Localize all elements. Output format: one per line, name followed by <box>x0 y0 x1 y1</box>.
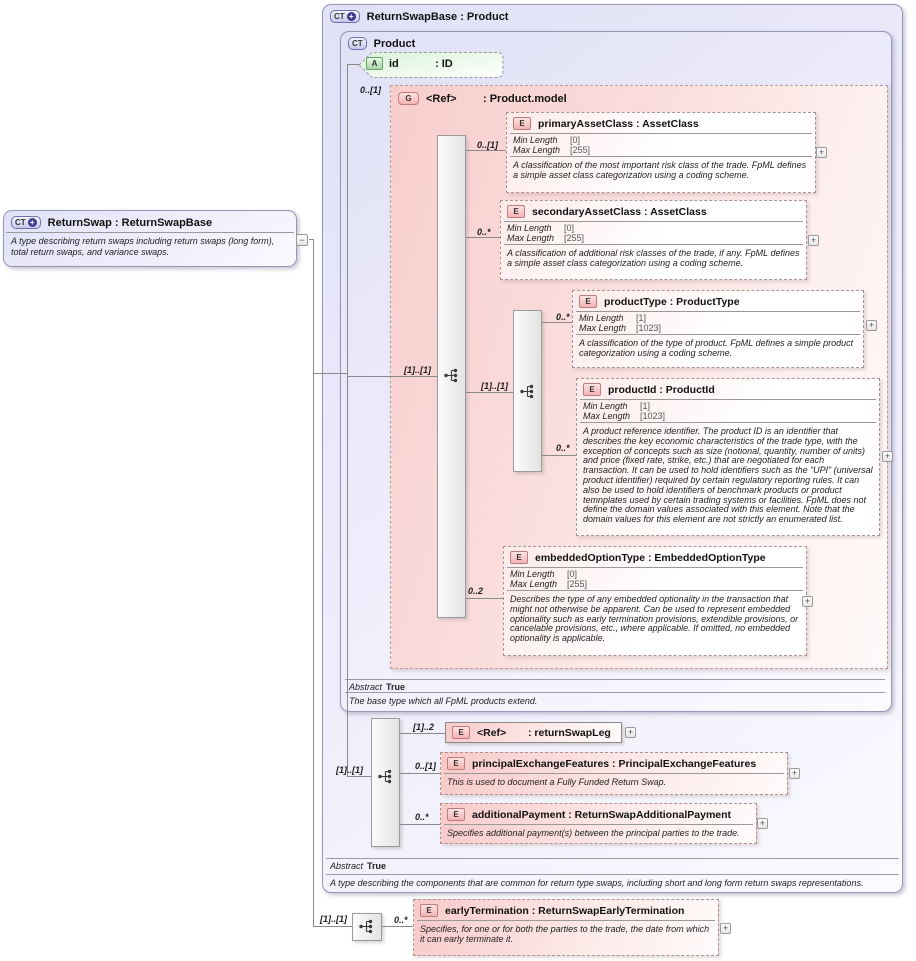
connector-line <box>466 237 502 238</box>
divider <box>345 679 885 680</box>
element-title: productType : ProductType <box>604 295 740 308</box>
facet-value: [1] <box>640 401 651 411</box>
divider <box>510 156 812 157</box>
id-attribute <box>366 57 453 70</box>
element-productType[interactable] <box>572 290 864 368</box>
facet-label: Min Length <box>583 401 628 411</box>
divider <box>576 311 860 312</box>
facet-value: [0] <box>564 223 575 233</box>
element-principalExchangeFeatures[interactable] <box>440 752 788 795</box>
expand-icon[interactable]: + <box>816 147 827 158</box>
sequence-icon <box>443 367 460 384</box>
connector-line <box>348 64 359 65</box>
facet-label: Max Length <box>507 233 555 243</box>
cardinality-label: 0..* <box>415 812 429 822</box>
derived-plus-icon: + <box>28 218 37 227</box>
element-type: : returnSwapLeg <box>528 726 611 739</box>
facet-label: Min Length <box>510 569 555 579</box>
connector-line <box>542 455 576 456</box>
connector-line <box>400 733 445 734</box>
complex-type-icon: CT + <box>330 10 360 23</box>
sequence-icon <box>358 918 375 935</box>
facet-value: [1023] <box>636 323 662 333</box>
connector-line <box>382 926 413 927</box>
element-icon: E <box>452 726 470 739</box>
connector-line <box>400 773 440 774</box>
expand-icon[interactable]: + <box>802 596 813 607</box>
attribute-type: : ID <box>435 57 453 70</box>
group-name: <Ref> <box>426 92 457 105</box>
element-productId[interactable] <box>576 378 880 536</box>
connector-line <box>314 926 352 927</box>
element-primaryAssetClass[interactable] <box>506 112 816 193</box>
connector-line <box>400 824 440 825</box>
attribute-name: id <box>389 57 399 70</box>
cardinality-label: [1]..[1] <box>404 365 431 375</box>
element-icon: E <box>513 117 531 130</box>
divider <box>510 133 812 134</box>
element-icon: E <box>507 205 525 218</box>
abstract-label: Abstract <box>330 861 364 871</box>
element-description: Specifies, for one or for both the parties to the trade, the date from which it can early terminate it. <box>420 924 710 944</box>
cardinality-label: [1]..[1] <box>320 914 347 924</box>
facet-value: [1] <box>636 313 647 323</box>
element-description: A classification of the most important risk class of the trade. FpML defines a simple asset class categorization using a coding scheme. <box>513 160 807 180</box>
product-description: The base type which all FpML products extend. <box>349 696 538 706</box>
complex-type-icon: CT <box>348 37 367 50</box>
connector-line <box>466 392 513 393</box>
cardinality-label: 0..* <box>394 915 408 925</box>
facet-label: Max Length <box>513 145 561 155</box>
connector-line <box>542 322 572 323</box>
cardinality-label: [1]..[1] <box>481 381 508 391</box>
attribute-icon: A <box>366 57 383 70</box>
returnswap-title: ReturnSwap : ReturnSwapBase <box>47 216 213 229</box>
sequence-icon <box>377 768 394 785</box>
cardinality-label: 0..[1] <box>477 140 499 150</box>
element-title: embeddedOptionType : EmbeddedOptionType <box>535 551 766 564</box>
element-icon: E <box>420 904 438 917</box>
element-secondaryAssetClass[interactable] <box>500 200 807 280</box>
divider <box>504 221 803 222</box>
abstract-label: Abstract <box>349 682 383 692</box>
element-description: This is used to document a Fully Funded Return Swap. <box>447 777 667 787</box>
element-icon: E <box>583 383 601 396</box>
cardinality-label: 0..* <box>556 312 570 322</box>
divider <box>326 858 899 859</box>
element-title: earlyTermination : ReturnSwapEarlyTermination <box>445 904 685 917</box>
divider <box>507 567 803 568</box>
returnswapbase-description: A type describing the components that are common for return type swaps, including short and long form return swaps representations. <box>330 878 864 888</box>
facet-label: Min Length <box>513 135 558 145</box>
element-earlyTermination[interactable] <box>413 899 719 956</box>
expand-icon[interactable]: + <box>625 727 636 738</box>
product-title: Product <box>373 37 416 50</box>
expand-icon[interactable]: + <box>757 818 768 829</box>
complex-type-icon: CT + <box>11 216 41 229</box>
cardinality-label: 0..2 <box>468 586 484 596</box>
element-title: additionalPayment : ReturnSwapAdditionalPayment <box>472 808 732 821</box>
element-icon: E <box>510 551 528 564</box>
cardinality-label: 0..* <box>556 443 570 453</box>
divider <box>326 874 899 875</box>
facet-value: [255] <box>567 579 588 589</box>
collapse-icon[interactable]: − <box>296 234 308 246</box>
connector-line <box>314 373 347 374</box>
abstract-value: True <box>367 861 387 871</box>
returnswap-complextype-box[interactable] <box>3 210 297 267</box>
expand-icon[interactable]: + <box>789 768 800 779</box>
divider <box>444 773 784 774</box>
facet-label: Max Length <box>579 323 627 333</box>
returnswap-description: A type describing return swaps including return swaps (long form), total return swaps, and variance swaps. <box>11 236 275 257</box>
divider <box>504 244 803 245</box>
facet-value: [0] <box>567 569 578 579</box>
element-embeddedOptionType[interactable] <box>503 546 807 656</box>
element-description: A classification of the type of product. FpML defines a simple product categorization using a coding scheme. <box>579 338 854 358</box>
divider <box>580 422 876 423</box>
connector-line <box>348 376 437 377</box>
divider <box>507 590 803 591</box>
divider <box>580 399 876 400</box>
expand-icon[interactable]: + <box>720 923 731 934</box>
cardinality-label: 0..[1] <box>415 761 437 771</box>
group-icon: G <box>398 92 419 105</box>
sequence-icon <box>519 383 536 400</box>
element-description: A product reference identifier. The product ID is an identifier that describes the key economic characteristics of the trade type, with the exception of concepts such as size (notional, quantity, number of units) and price (fixed rate, strike, etc.) that are negotiated for each transaction. It can be used to hold identifiers such as the “UPI” (universal product identifier) required by certain regulatory reporting rules. It can also be used to hold identifiers of benchmark products or product temnplates used by certain trading systems or facilities. FpML does not define the domain values associated with this element. Note that the domain values for this element are not strictly an enumerated list. <box>583 426 873 525</box>
expand-icon[interactable]: + <box>866 320 877 331</box>
element-title: productId : ProductId <box>608 383 715 396</box>
facet-value: [1023] <box>640 411 666 421</box>
cardinality-label: 0..[1] <box>360 85 382 95</box>
facet-label: Min Length <box>507 223 552 233</box>
element-description: A classification of additional risk classes of the trade, if any. FpML defines a simple asset class categorization using a coding scheme. <box>507 248 800 268</box>
element-additionalPayment[interactable] <box>440 803 757 844</box>
element-description: Specifies additional payment(s) between the principal parties to the trade. <box>447 828 740 838</box>
element-icon: E <box>579 295 597 308</box>
cardinality-label: [1]..2 <box>413 722 435 732</box>
connector-line <box>466 150 510 151</box>
returnswapbase-title: ReturnSwapBase : Product <box>366 10 509 23</box>
connector-line <box>347 64 348 777</box>
facet-value: [255] <box>570 145 591 155</box>
element-icon: E <box>447 757 465 770</box>
connector-line <box>313 239 314 927</box>
expand-icon[interactable]: + <box>808 235 819 246</box>
divider <box>345 692 885 693</box>
derived-plus-icon: + <box>347 12 356 21</box>
element-title: primaryAssetClass : AssetClass <box>538 117 699 130</box>
facet-label: Min Length <box>579 313 624 323</box>
group-type: : Product.model <box>483 92 567 105</box>
element-description: Describes the type of any embedded optionality in the transaction that might not otherwise be apparent. Can be used to represent embedded optionality such as early termination provisions, extendible provisions, or cancelable provisions, etc., where applicable. If omitted, no embedded optionality is applicable. <box>510 594 799 644</box>
element-returnSwapLeg[interactable] <box>445 722 622 743</box>
facet-label: Max Length <box>510 579 558 589</box>
element-title: principalExchangeFeatures : PrincipalExchangeFeatures <box>472 757 757 770</box>
facet-value: [0] <box>570 135 581 145</box>
element-name: <Ref> <box>477 726 507 739</box>
cardinality-label: 0..* <box>477 227 491 237</box>
expand-icon[interactable]: + <box>882 451 893 462</box>
facet-label: Max Length <box>583 411 631 421</box>
divider <box>417 920 715 921</box>
element-icon: E <box>447 808 465 821</box>
divider <box>576 334 860 335</box>
connector-line <box>466 598 503 599</box>
abstract-value: True <box>386 682 406 692</box>
cardinality-label: [1]..[1] <box>336 765 363 775</box>
connector-line <box>348 776 371 777</box>
facet-value: [255] <box>564 233 585 243</box>
divider <box>444 824 753 825</box>
element-title: secondaryAssetClass : AssetClass <box>532 205 707 218</box>
